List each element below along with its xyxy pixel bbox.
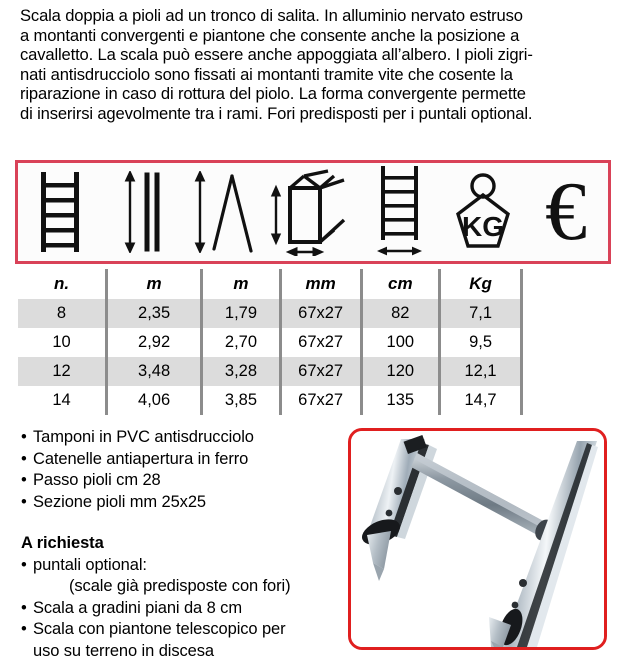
specification-table	[18, 269, 523, 415]
cell-length: 4,06	[107, 386, 202, 415]
list-item	[21, 555, 341, 577]
cell-width: 82	[361, 299, 440, 328]
list-item-label: Scala con piantone telescopico per	[33, 620, 286, 638]
profile-section-icon	[268, 163, 358, 261]
bullet-icon: •	[21, 470, 33, 492]
cell-height: 2,70	[202, 328, 281, 357]
cell-count: 8	[18, 299, 107, 328]
table-row	[18, 357, 522, 386]
cell-weight: 12,1	[440, 357, 522, 386]
intro-line: di inserirsi agevolmente tra i rami. Fori predisposti per i puntali optional.	[20, 104, 608, 124]
list-item	[21, 492, 341, 514]
list-item	[21, 619, 341, 641]
table-header-row	[18, 269, 522, 299]
cell-height: 3,85	[202, 386, 281, 415]
list-item-label: Catenelle antiapertura in ferro	[33, 450, 248, 468]
list-item-label: puntali optional:	[33, 556, 147, 574]
cell-length: 2,35	[107, 299, 202, 328]
cell-length: 2,92	[107, 328, 202, 357]
bullet-icon: •	[21, 449, 33, 471]
height-arrow-icon	[101, 163, 184, 261]
spec-icon-strip	[15, 160, 611, 264]
cell-width: 120	[361, 357, 440, 386]
ladder-width-icon	[358, 163, 441, 261]
cell-profile: 67x27	[280, 357, 361, 386]
list-item-wrap-label: uso su terreno in discesa	[21, 641, 341, 662]
on-request-heading: A richiesta	[21, 533, 341, 555]
list-item-label: Sezione pioli mm 25x25	[33, 493, 206, 511]
list-item	[21, 427, 341, 449]
features-list	[21, 427, 341, 662]
list-item-label: Scala a gradini piani da 8 cm	[33, 599, 242, 617]
table-row	[18, 299, 522, 328]
cell-count: 10	[18, 328, 107, 357]
cell-height: 3,28	[202, 357, 281, 386]
euro-symbol-label: €	[545, 169, 587, 255]
weight-kg-icon	[441, 163, 524, 261]
list-item	[21, 598, 341, 620]
cell-weight: 14,7	[440, 386, 522, 415]
list-item-label: Passo pioli cm 28	[33, 471, 161, 489]
column-header-count: n.	[18, 269, 107, 299]
ladder-spike-detail-photo	[348, 428, 607, 650]
bullet-icon: •	[21, 427, 33, 449]
bullet-icon: •	[21, 619, 33, 641]
intro-description	[20, 6, 608, 124]
cell-profile: 67x27	[280, 386, 361, 415]
euro-price-icon	[525, 163, 608, 261]
bullet-icon: •	[21, 598, 33, 620]
intro-line: Scala doppia a pioli ad un tronco di salita. In alluminio nervato estruso	[20, 6, 608, 26]
intro-line: cavalletto. La scala può essere anche appoggiata all’albero. I pioli zigri-	[20, 45, 608, 65]
table-row	[18, 328, 522, 357]
cell-weight: 9,5	[440, 328, 522, 357]
cell-width: 100	[361, 328, 440, 357]
a-frame-height-icon	[185, 163, 268, 261]
column-header-length: m	[107, 269, 202, 299]
cell-height: 1,79	[202, 299, 281, 328]
column-header-width: cm	[361, 269, 440, 299]
ladder-rungs-icon	[18, 163, 101, 261]
on-request-subnote: (scale già predisposte con fori)	[21, 576, 341, 598]
cell-weight: 7,1	[440, 299, 522, 328]
cell-count: 12	[18, 357, 107, 386]
cell-width: 135	[361, 386, 440, 415]
cell-profile: 67x27	[280, 328, 361, 357]
column-header-weight: Kg	[440, 269, 522, 299]
list-item	[21, 470, 341, 492]
list-item	[21, 449, 341, 471]
weight-kg-label: KG	[462, 211, 504, 242]
intro-line: a montanti convergenti e piantone che consente anche la posizione a	[20, 26, 608, 46]
cell-length: 3,48	[107, 357, 202, 386]
list-item-label: Tamponi in PVC antisdrucciolo	[33, 428, 254, 446]
bullet-icon: •	[21, 555, 33, 577]
intro-line: nati antisdrucciolo sono fissati ai montanti tramite vite che cosente la	[20, 65, 608, 85]
cell-profile: 67x27	[280, 299, 361, 328]
column-header-profile: mm	[280, 269, 361, 299]
intro-line: riparazione in caso di rottura del piolo. La forma convergente permette	[20, 84, 608, 104]
bullet-icon: •	[21, 492, 33, 514]
column-header-height: m	[202, 269, 281, 299]
table-row	[18, 386, 522, 415]
cell-count: 14	[18, 386, 107, 415]
